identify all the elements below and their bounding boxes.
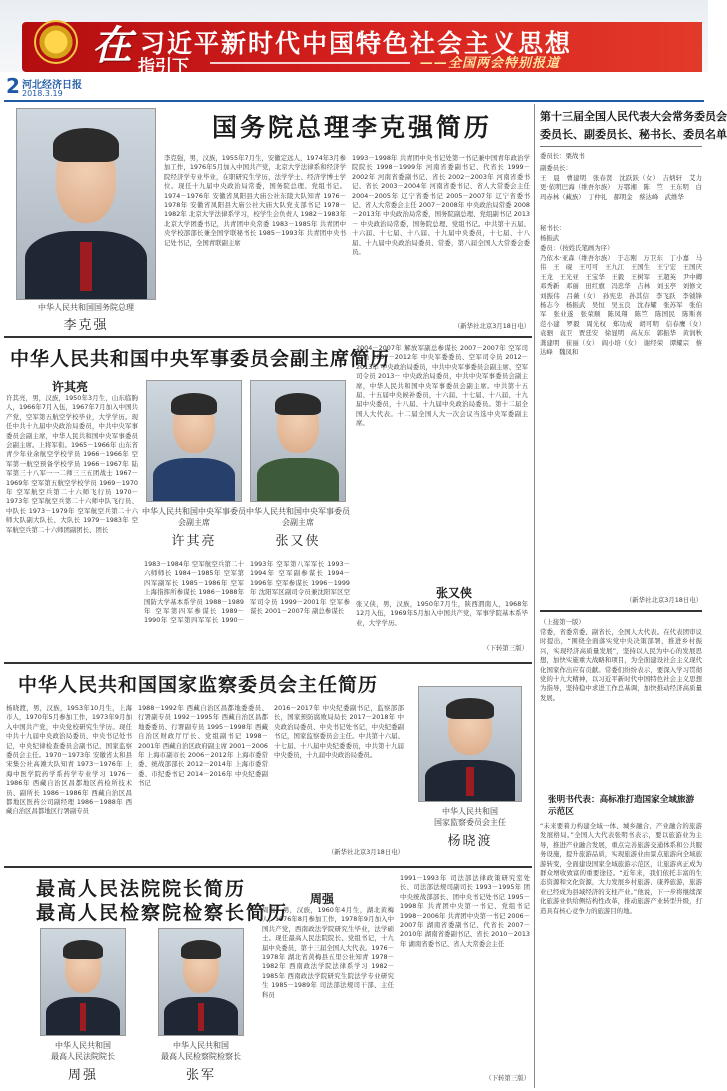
jc-bio-col3: 2016－2017年 中央纪委副书记，监察部部长，国家预防腐败局局长 2017－2018年 中央政治局委员、中央书记处书记，中央纪委副书记，国家监察委员会主任。中共第十六届、十七届、十八届中央纪委委员，中共第十九届中央委员，十九届中央政治局委员。 xyxy=(274,704,404,760)
zhang-jun-photo xyxy=(158,928,244,1036)
xu-qiliang-photo xyxy=(146,380,242,502)
xu-caption: 中华人民共和国中央军事委员会副主席 xyxy=(142,507,246,527)
li-caption: 中华人民共和国国务院总理 xyxy=(38,303,134,312)
zhang-youxia-photo xyxy=(250,380,346,502)
zhang-caption-name: 张又侠 xyxy=(275,534,321,549)
xu-bio-col3: 2004－2007年 解放军副总参谋长 2007－2007年 空军司令员 2007－2012年 中央军委委员、空军司令员 2012－2013年 中央政治局委员，中共中央军事委员会副主席、空军司令员 2013－ 中央政治局委员，中共中央军事委员会副主席，中华人民共和国中央军事委员会副主席。中共第十五届、十五届中央候补委员，十六届、十七届、十八届、十九届中央委员，十八届、十九届中央政治局委员。第十二届全国人大代表。十二届全国人大一次会议当选中央军委副主席。 xyxy=(356,344,528,428)
masthead-title: 习近平新时代中国特色社会主义思想 xyxy=(140,29,573,58)
li-source: （新华社北京3月18日电） xyxy=(453,322,530,330)
zhang-jun-caption-1: 中华人民共和国 xyxy=(173,1041,229,1050)
zhang-jun-caption-2: 最高人民检察院检察长 xyxy=(161,1052,241,1061)
li-title: 国务院总理李克强简历 xyxy=(212,113,493,142)
masthead-banner xyxy=(0,0,708,77)
zhou-name-heading: 周强 xyxy=(310,892,335,906)
story-subhead: 张明书代表：高标准打造国家全域旅游示范区 xyxy=(548,795,695,817)
xu-caption-name: 许其亮 xyxy=(171,534,217,549)
xu-name-heading: 许其亮 xyxy=(52,380,89,394)
roster-rule xyxy=(540,146,702,147)
story-body-1: 常委，省委常委、副省长，全国人大代表。在代表团审议时提出，“围绕全面落实党中央决策部署，推进乡村振兴，实现经济高质量发展”，坚持以人民为中心的发展思想，加快实施重大战略和项目，为全面建设社会主义现代化国家作出应有贡献。常委们纷纷表示，要深入学习贯彻党的十九大精神，以习近平新时代中国特色社会主义思想为指导，坚持稳中求进工作总基调，加快推动经济高质量发展。 xyxy=(540,628,702,702)
header-rule xyxy=(4,100,704,102)
column-divider xyxy=(534,104,535,1088)
jc-bio-col1: 杨晓渡，男，汉族，1953年10月生，上海市人，1970年5月参加工作，1973年9月加入中国共产党，中央党校研究生学历。现任中共十九届中央政治局委员、中央书记处书记，中央纪律检查委员会副书记，国家监察委员会主任。1970－1973年 安徽省太和县宋集公社高滩大队知青 1973－1976年 上海中医学院药学系药学专业学习 1976－1986年 西藏自治区昌都地区药检所技术员、副所长 1986－1986年 西藏自治区昌都地区医药公司副经理 1986－1988年 西藏自治区昌都地区行署副专员 xyxy=(6,704,132,816)
zhou-bio-col2: 1991－1993年 司法部法律政策研究室处长、司法部法规司副司长 1993－1995年 团中央统战部部长、团中央书记处书记 1995－1998年 共青团中央第一书记、党组书记 1998－2006年 共青团中央第一书记 2006－2007年 湖南省委副书记、代省长 2007－2010年 湖南省委副书记、省长 2010－2013年 湖南省委书记、省人大常委会主任 xyxy=(400,874,530,948)
xu-bio-col1: 许其亮，男，汉族，1950年3月生，山东临朐人，1966年7月入伍，1967年7月加入中国共产党，空军第五航空学校毕业，大学学历。现任中共十九届中央政治局委员，中共中央军事委员会副主席，中华人民共和国中央军事委员会副主席。上将军衔。1965－1966年 山东省青少年业余航空学校学员 1966－1966年 空军第一航空预备学校学员 1966－1967年 陆军第三十八军一一二师三三五团战士 1967－1969年 空军第五航空学校学员 1969－1970年 空军航空兵第二十六师飞行员 1970－1973年 空军航空兵第二十六师中队飞行员、中队长 1973－1979年 空军航空兵第二十六师大队副大队长、大队长 1979－1983年 空军航空兵第二十六师团副团长、团长 xyxy=(6,394,138,534)
roster-chair-line xyxy=(540,152,702,162)
section-rule-3 xyxy=(4,866,532,868)
jc-source: （新华社北京3月18日电） xyxy=(327,848,404,856)
court-title-1: 最高人民法院院长简历 xyxy=(36,878,247,900)
li-bio-col2: 1993－1998年 共青团中央书记处第一书记兼中国青年政治学院院长 1998－1999年 河南省委副书记、代省长 1999－2002年 河南省委副书记、省长 2002－2003年 河南省委书记、省长 2003－2004年 河南省委书记、省人大常委会主任 2004－2005年 辽宁省委书记 2005－2007年 辽宁省委书记、省人大常委会主任 2007－2008年 中央政治局常委 2008－2013年 中央政治局常委，国务院副总理、党组副书记 2013－ 中央政治局常委，国务院总理、党组书记。中共第十五届、十六届、十七届、十八届、十九届中央委员，十七届、十八届、十九届中央政治局委员、常委，第八届全国人大常委会委员。 xyxy=(352,154,530,257)
section-rule-2 xyxy=(4,662,532,664)
section-rule xyxy=(4,336,532,338)
national-emblem-icon xyxy=(34,20,78,64)
roster-members: 乃依木·亚森（维吾尔族） 于志刚 万卫东 丁小嘉 马伟 王 砚 王可可 王九江 王国生 王宁宏 王国庆 王龙 王光亚 王宝华 王毅 王树军 王超英 尹中卿 邓秀新 邓丽 田红旗 冯忠华 吉林 刘玉亭 刘修文 刘振伟 吕薇（女） 孙宪忠 孙其信 李飞跃 李钺锋 杨志今 杨振武 吴恒 吴玉良 沈春耀 张苏军 张伯军 张业遂 张荣顺 陈凤翔 陈竺 陈国民 陈斯喜 范小建 罗毅 周光权 郑功成 胡可明 信春鹰（女） 袁驷 袁卫 贾廷安 徐显明 高友东 郭振华 黄润秋 龚建明 崔丽（女） 阎小培（女） 谢经荣 谭耀宗 蔡达峰 魏凤和 xyxy=(540,254,709,357)
zhang-jun-caption-name: 张军 xyxy=(185,1068,216,1083)
court-title-2: 最高人民检察院检察长简历 xyxy=(36,902,289,924)
masthead-special-report: ——全国两会特别报道 xyxy=(420,56,561,71)
jc-caption-name: 杨晓渡 xyxy=(447,834,493,849)
jc-title: 中华人民共和国国家监察委员会主任简历 xyxy=(18,674,379,696)
roster-vice: 王 晨 曹建明 张春贤 沈跃跃（女） 吉炳轩 艾力更·依明巴海（维吾尔族） 万鄂湘 陈 竺 王东明 白玛赤林（藏族） 丁仲礼 郝明金 蔡达峰 武维华 xyxy=(540,174,702,201)
story-body-2: “未来要着力构建全域一体、城乡融合、产业融合的旅游发展格局。”全国人大代表张明书表示，要以旅游业为主导，推进产业融合发展，重点完善旅游交通体系和公共服务设施，提升旅游品质，实现旅游业由景点旅游向全域旅游转变，全面建设国家全域旅游示范区，让旅游真正成为群众增收致富的重要途径。“近年来，我们依托丰富的生态资源和文化资源，大力发展乡村旅游、康养旅游，旅游业已经成为县域经济的支柱产业。”他说，下一步将继续深化旅游业供给侧结构性改革，推动旅游产业转型升级，打造具有核心竞争力的旅游目的地。 xyxy=(540,822,702,915)
masthead-rule xyxy=(210,62,410,64)
yang-xiaodu-photo xyxy=(418,686,522,802)
li-keqiang-photo xyxy=(16,108,156,300)
mil-continued: （下转第三版） xyxy=(483,644,528,652)
li-bio-col1: 李克强，男，汉族，1955年7月生，安徽定远人，1974年3月参加工作，1976年5月加入中国共产党，北京大学法律系和经济学院经济学专业毕业，在职研究生学历，法学学士、经济学博士学位。现任十九届中央政治局常委，国务院总理、党组书记。1974－1976年 安徽省凤阳县大庙公社东陵大队知青 1976－1978年 安徽省凤阳县大庙公社大庙大队党支部书记 1978－1982年 北京大学法律系学习，校学生会负责人 1982－1983年 北京大学团委书记，共青团中央常委 1983－1985年 共青团中央学校部部长兼全国学联秘书长 1985－1993年 共青团中央书记处书记，全国青联副主席 xyxy=(164,154,346,247)
zhou-qiang-photo xyxy=(40,928,126,1036)
roster-title-2: 委员长、副委员长、秘书长、委员名单 xyxy=(540,128,727,141)
page-number: 2 xyxy=(6,74,20,98)
jc-caption-2: 国家监察委员会主任 xyxy=(434,818,506,827)
roster-members-label: 委员：（按姓氏笔画为序） xyxy=(540,244,614,252)
zhou-caption-2: 最高人民法院院长 xyxy=(51,1052,115,1061)
issue-date: 2018.3.19 xyxy=(22,89,63,98)
court-continued: （下转第三版） xyxy=(485,1074,530,1082)
xu-bio-col2: 1983－1984年 空军航空兵第二十六师师长 1984－1985年 空军第四军副军长 1985－1986年 空军上海指挥所参谋长 1986－1988年 国防大学基本系学员 1988－1989年 空军第四军参谋长 1989－1990年 空军第四军军长 1990－1993年 空军第八军军长 1993－1994年 空军副参谋长 1994－1996年 空军参谋长 1996－1999年 沈阳军区副司令员兼沈阳军区空军司令员 1999－2001年 空军参谋长 2001－2007年 副总参谋长 xyxy=(144,560,350,625)
roster-source: （新华社北京3月18日电） xyxy=(625,596,702,604)
masthead-zai: 在 xyxy=(92,22,132,69)
roster-title-1: 第十三届全国人民代表大会常务委员会 xyxy=(540,110,727,123)
masthead-subtitle: 指引下 xyxy=(138,57,189,77)
zhou-caption-name: 周强 xyxy=(67,1068,98,1083)
li-caption-name: 李克强 xyxy=(63,318,109,333)
newspaper-name: 河北经济日报 xyxy=(22,80,82,91)
roster-chair-label: 委员长： xyxy=(540,152,566,160)
roster-sec-label: 秘书长： xyxy=(540,224,566,232)
zhang-bio: 张又侠，男，汉族，1950年7月生，陕西渭南人，1968年12月入伍，1969年5月加入中国共产党，军事学院基本系毕业，大学学历。 xyxy=(356,600,528,627)
story-continued-from: （上接第一版） xyxy=(540,618,585,626)
zhang-name-heading: 张又侠 xyxy=(436,586,473,600)
roster-bottom-rule xyxy=(540,610,702,612)
zhou-bio-col1: 周强，男，汉族，1960年4月生，湖北黄梅人，1976年8月参加工作，1978年9月加入中国共产党，西南政法学院研究生毕业，法学硕士。现任最高人民法院院长、党组书记，十九届中央委员，第十三届全国人大代表。1976－1978年 湖北省黄梅县五里公社知青 1978－1982年 西南政法学院法律系学习 1982－1985年 西南政法学院研究生院法学专业研究生 1985－1989年 司法部法规司干部、主任科员 xyxy=(262,906,394,999)
roster-chair: 栗战书 xyxy=(565,152,585,160)
jc-caption-1: 中华人民共和国 xyxy=(442,807,498,816)
roster-sec: 杨振武 xyxy=(540,234,560,242)
mil-title: 中华人民共和国中央军事委员会副主席简历 xyxy=(10,348,391,370)
roster-vice-label: 副委员长： xyxy=(540,164,572,172)
zhou-caption-1: 中华人民共和国 xyxy=(55,1041,111,1050)
jc-bio-col2: 1988－1992年 西藏自治区昌都地委委员、行署副专员 1992－1995年 西藏自治区昌都地委委员、行署副专员 1995－1998年 西藏自治区财政厅厅长、党组副书记 1998－2001年 西藏自治区政府副主席 2001－2006年 上海市副市长 2006－2012年 上海市委常委、统战部部长 2012－2014年 上海市委常委、市纪委书记 2014－2016年 中央纪委副书记 xyxy=(138,704,268,788)
zhang-caption: 中华人民共和国中央军事委员会副主席 xyxy=(246,507,350,527)
